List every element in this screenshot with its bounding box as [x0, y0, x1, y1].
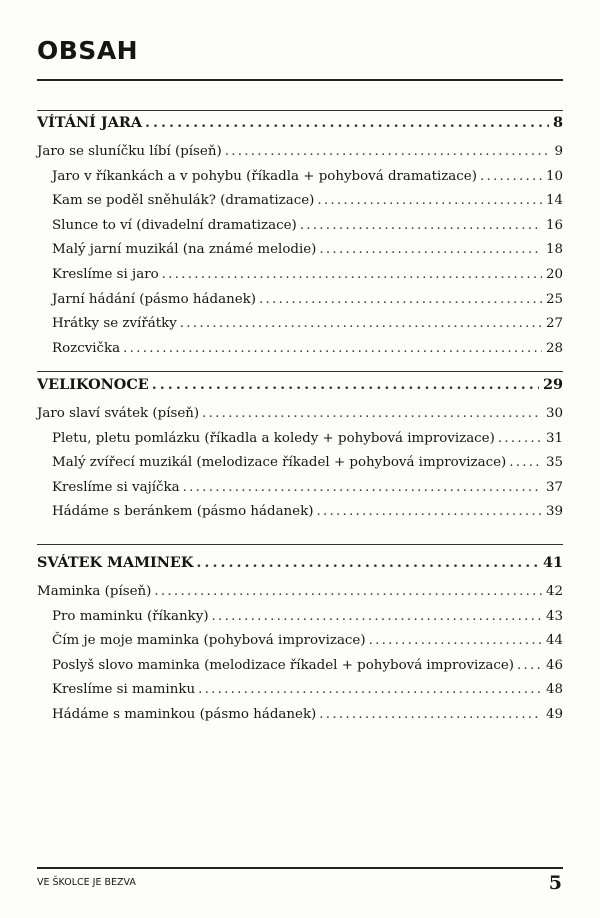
entry-title: VELIKONOCE [37, 376, 149, 393]
dot-leader [319, 242, 542, 257]
entry-page-number: 49 [545, 706, 563, 722]
dot-leader [369, 633, 542, 648]
entry-title: Jarní hádání (pásmo hádanek) [52, 291, 256, 307]
entry-title: Jaro v říkankách a v pohybu (říkadla + pohybová dramatizace) [52, 168, 477, 184]
toc-section [37, 376, 563, 529]
toc-entry[interactable] [37, 707, 563, 732]
entry-title: Kreslíme si maminku [52, 682, 196, 698]
entry-page-number: 10 [545, 168, 563, 184]
footer-divider [37, 867, 563, 869]
dot-leader [162, 267, 542, 282]
toc-entry[interactable] [37, 455, 563, 480]
toc-entry[interactable] [37, 144, 563, 169]
dot-leader [152, 376, 539, 393]
toc-entry[interactable] [37, 504, 563, 529]
dot-leader [198, 682, 542, 697]
entry-title: Hádáme s beránkem (pásmo hádanek) [52, 504, 314, 520]
entry-title: Čím je moje maminka (pohybová improvizace) [52, 633, 366, 649]
toc-entry[interactable] [37, 218, 563, 243]
entry-page-number: 27 [545, 316, 563, 332]
entry-title: Hrátky se zvířátky [52, 316, 177, 332]
dot-leader [225, 144, 551, 159]
section-divider [37, 544, 563, 545]
entry-page-number: 30 [545, 406, 563, 421]
toc-entry[interactable] [37, 292, 563, 317]
entry-page-number: 16 [545, 217, 563, 233]
section-divider [37, 110, 563, 111]
entry-title: Pro maminku (říkanky) [52, 608, 209, 624]
entry-page-number: 28 [545, 340, 563, 356]
dot-leader [202, 406, 542, 421]
entry-page-number: 31 [545, 430, 563, 446]
toc-entry[interactable] [37, 316, 563, 341]
entry-title: Jaro se sluníčku líbí (píseň) [37, 144, 222, 159]
toc-entry[interactable] [37, 480, 563, 505]
toc-entry[interactable] [37, 682, 563, 707]
footer-page-number: 5 [548, 872, 562, 894]
dot-leader [123, 341, 542, 356]
dot-leader [480, 169, 542, 184]
toc-entry[interactable] [37, 584, 563, 609]
entry-page-number: 42 [545, 584, 563, 599]
toc-entry[interactable] [37, 193, 563, 218]
entry-title: Maminka (píseň) [37, 584, 152, 599]
section-divider [37, 371, 563, 372]
entry-title: Jaro slaví svátek (píseň) [37, 406, 200, 421]
entry-page-number: 35 [545, 455, 563, 471]
dot-leader [317, 193, 542, 208]
dot-leader [212, 609, 542, 624]
dot-leader [316, 504, 542, 519]
entry-title: Pletu, pletu pomlázku (říkadla a koledy + pohybová improvizace) [52, 430, 495, 446]
entry-title: Rozcvička [52, 340, 121, 356]
dot-leader [300, 218, 542, 233]
entry-page-number: 14 [545, 193, 563, 209]
entry-page-number: 18 [545, 242, 563, 258]
toc-section [37, 554, 563, 732]
toc-section [37, 114, 563, 365]
dot-leader [180, 316, 542, 331]
dot-leader [498, 431, 542, 446]
title-divider [37, 79, 563, 81]
entry-title: Poslyš slovo maminka (melodizace říkadel + pohybová improvizace) [52, 657, 514, 673]
toc-entry[interactable] [37, 658, 563, 683]
entry-page-number: 29 [542, 376, 563, 393]
page-title: OBSAH [37, 36, 139, 65]
entry-title: Slunce to ví (divadelní dramatizace) [52, 217, 297, 233]
dot-leader [509, 455, 542, 470]
toc-entry[interactable] [37, 633, 563, 658]
toc-entry[interactable] [37, 609, 563, 634]
entry-page-number: 37 [545, 479, 563, 495]
toc-entry[interactable] [37, 169, 563, 194]
dot-leader [259, 292, 542, 307]
entry-page-number: 46 [545, 657, 563, 673]
toc-section-heading[interactable] [37, 554, 563, 584]
entry-page-number: 25 [545, 291, 563, 307]
entry-title: VÍTÁNÍ JARA [37, 114, 142, 131]
entry-title: Malý jarní muzikál (na známé melodie) [52, 242, 317, 258]
entry-page-number: 39 [545, 504, 563, 520]
entry-title: Kreslíme si jaro [52, 266, 159, 282]
toc-entry[interactable] [37, 431, 563, 456]
entry-page-number: 8 [552, 114, 563, 131]
entry-page-number: 48 [545, 682, 563, 698]
entry-title: Kam se poděl sněhulák? (dramatizace) [52, 193, 315, 209]
toc-entry[interactable] [37, 341, 563, 366]
toc-section-heading[interactable] [37, 114, 563, 144]
dot-leader [145, 114, 549, 131]
toc-entry[interactable] [37, 406, 563, 431]
entry-title: Hádáme s maminkou (pásmo hádanek) [52, 706, 317, 722]
dot-leader [183, 480, 542, 495]
dot-leader [319, 707, 542, 722]
entry-page-number: 44 [545, 633, 563, 649]
dot-leader [154, 584, 542, 599]
entry-title: Kreslíme si vajíčka [52, 479, 180, 495]
toc-section-heading[interactable] [37, 376, 563, 406]
toc-entry[interactable] [37, 267, 563, 292]
entry-title: Malý zvířecí muzikál (melodizace říkadel + pohybová improvizace) [52, 455, 507, 471]
toc-entry[interactable] [37, 242, 563, 267]
entry-page-number: 20 [545, 266, 563, 282]
entry-page-number: 43 [545, 608, 563, 624]
entry-title: SVÁTEK MAMINEK [37, 554, 194, 571]
dot-leader [517, 658, 542, 673]
dot-leader [196, 554, 539, 571]
footer-book-title: VE ŠKOLCE JE BEZVA [37, 877, 136, 888]
entry-page-number: 9 [554, 144, 563, 159]
entry-page-number: 41 [542, 554, 563, 571]
